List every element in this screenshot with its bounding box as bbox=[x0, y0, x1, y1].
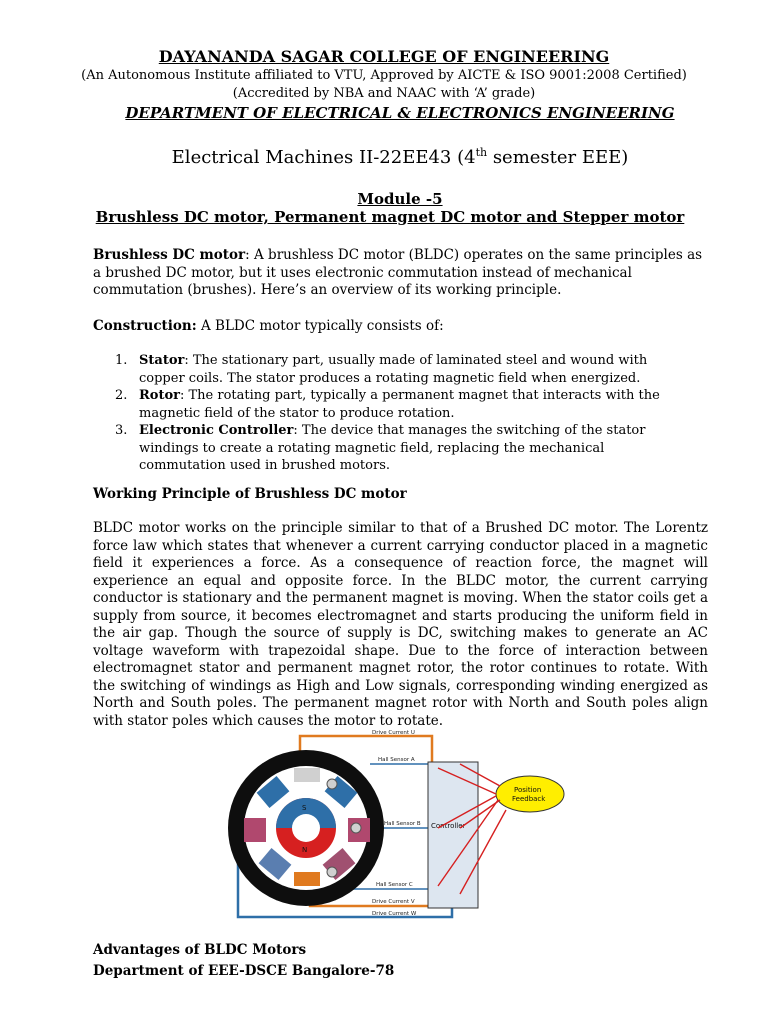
hall-sensor-c-icon bbox=[327, 867, 337, 877]
accreditation-line: (Accredited by NBA and NAAC with ‘A’ grade) bbox=[232, 86, 536, 101]
module-title: Brushless DC motor, Permanent magnet DC motor and Stepper motor bbox=[95, 208, 685, 226]
list-item bbox=[93, 352, 693, 387]
list-item-term: Rotor bbox=[139, 388, 180, 403]
rotor-shaft bbox=[292, 814, 320, 842]
intro-text: : A brushless DC motor (BLDC) operates on the same principles as a brushed DC motor, but it uses electronic commutation instead of mechanical commutation (brushes). Here’s an overview of its working principle. bbox=[93, 247, 703, 298]
list-item-number: 1. bbox=[115, 353, 128, 368]
course-title-sup: th bbox=[475, 146, 488, 159]
list-item-term: Stator bbox=[139, 353, 185, 368]
drive-current-v-label: Drive Current V bbox=[372, 899, 415, 905]
working-paragraph: BLDC motor works on the principle similar to that of a Brushed DC motor. The Lorentz force law which states that whenever a current carrying conductor placed in a magnetic field it experiences a force. As a consequence of reaction force, the magnet will experience an equal and opposite force. In the BLDC motor, the current carrying conductor is stationary and the permanent magnet is moving. When the stator coils get a supply from source, it becomes electromagnet and starts producing the uniform field in the air gap. Though the source of supply is DC, switching makes to generate an AC voltage waveform with trapezoidal shape. Due to the force of interaction between electromagnet stator and permanent magnet rotor, the rotor continues to rotate. With the switching of windings as High and Low signals, corresponding winding energized as North and South poles. The permanent magnet rotor with North and South poles align with stator poles which causes the motor to rotate. bbox=[93, 520, 708, 729]
advantages-heading: Advantages of BLDC Motors bbox=[93, 942, 307, 958]
rotor-n-label: N bbox=[302, 846, 308, 854]
course-title bbox=[0, 146, 768, 168]
position-feedback-label-1: Position bbox=[514, 786, 542, 794]
hall-sensor-a-label: Hall Sensor A bbox=[378, 757, 415, 763]
list-item-text: : The rotating part, typically a permanent magnet that interacts with the magnetic field of the stator to produce rotation. bbox=[139, 388, 660, 421]
drive-current-u-label: Drive Current U bbox=[372, 730, 415, 736]
list-item bbox=[93, 387, 693, 422]
controller-label: Controller bbox=[431, 822, 466, 830]
hall-sensor-c-label: Hall Sensor C bbox=[376, 882, 413, 888]
construction-term: Construction: bbox=[93, 318, 197, 334]
construction-list bbox=[93, 352, 693, 475]
position-feedback-label-2: Feedback bbox=[512, 795, 546, 803]
rotor-s-label: S bbox=[302, 804, 307, 812]
list-item-number: 3. bbox=[115, 423, 128, 438]
controller-box bbox=[428, 762, 478, 908]
college-name: DAYANANDA SAGAR COLLEGE OF ENGINEERING bbox=[158, 47, 610, 66]
hall-sensor-a-icon bbox=[327, 779, 337, 789]
course-title-main: Electrical Machines II-22EE43 (4 bbox=[171, 147, 476, 168]
bldc-diagram bbox=[220, 724, 576, 922]
drive-current-w-label: Drive Current W bbox=[372, 911, 417, 917]
hall-sensor-b-icon bbox=[351, 823, 361, 833]
department-footer: Department of EEE-DSCE Bangalore-78 bbox=[93, 963, 395, 979]
construction-text: A BLDC motor typically consists of: bbox=[196, 318, 444, 334]
affiliation-line: (An Autonomous Institute affiliated to VTU, Approved by AICTE & ISO 9001:2008 Certified) bbox=[81, 68, 687, 83]
course-title-end: semester EEE) bbox=[487, 147, 629, 168]
intro-term: Brushless DC motor bbox=[93, 247, 246, 263]
module-number: Module -5 bbox=[357, 190, 443, 208]
intro-paragraph bbox=[93, 247, 708, 300]
list-item-number: 2. bbox=[115, 388, 128, 403]
list-item bbox=[93, 422, 693, 475]
position-feedback-ellipse bbox=[496, 776, 564, 812]
construction-paragraph bbox=[93, 318, 708, 336]
list-item-text: : The device that manages the switching of the stator windings to create a rotating magnetic field, replacing the mechanical commutation used in brushed motors. bbox=[139, 423, 646, 473]
working-heading: Working Principle of Brushless DC motor bbox=[93, 486, 407, 502]
list-item-text: : The stationary part, usually made of laminated steel and wound with copper coils. The stator produces a rotating magnetic field when energized. bbox=[139, 353, 648, 386]
hall-sensor-b-label: Hall Sensor B bbox=[384, 821, 421, 827]
list-item-term: Electronic Controller bbox=[139, 423, 294, 438]
department-name: DEPARTMENT OF ELECTRICAL & ELECTRONICS ENGINEERING bbox=[125, 104, 675, 122]
